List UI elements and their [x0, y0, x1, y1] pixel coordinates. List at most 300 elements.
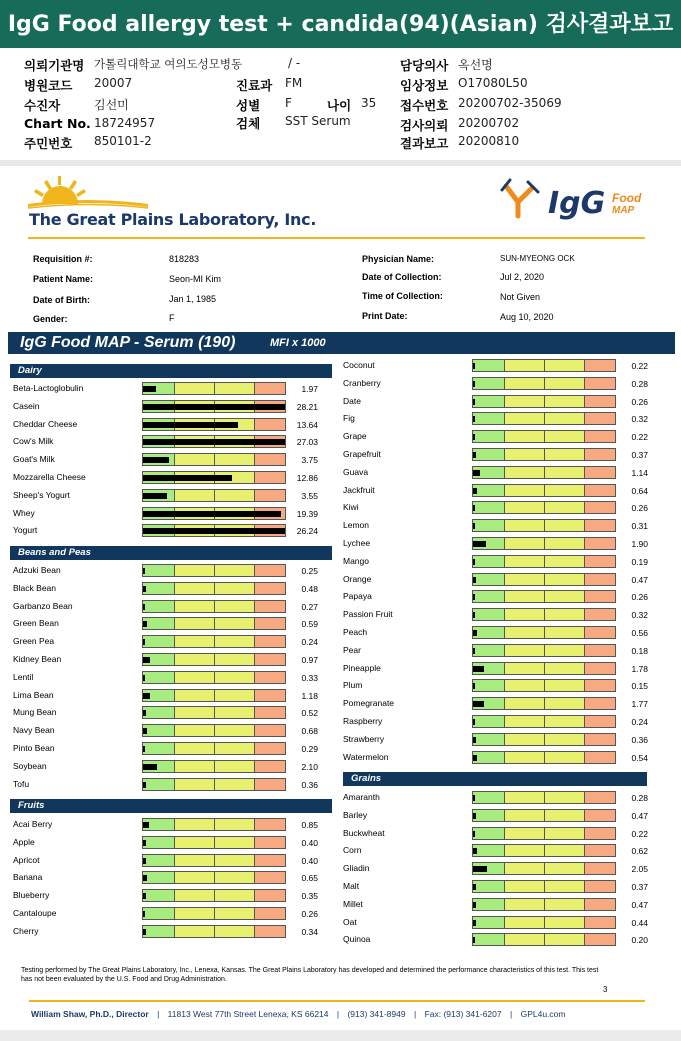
food-value: 0.37	[631, 882, 648, 892]
level-bar	[473, 683, 475, 689]
food-name: Corn	[343, 845, 362, 856]
food-value: 0.22	[631, 361, 648, 371]
food-value: 0.31	[631, 521, 648, 532]
result-row	[0, 880, 681, 894]
gauge-divider	[584, 378, 585, 389]
gauge-divider	[544, 828, 545, 839]
food-name: Banana	[13, 872, 43, 883]
institution-extra: / -	[288, 56, 301, 70]
food-value: 0.22	[631, 828, 648, 839]
food-value: 1.78	[631, 663, 648, 674]
level-bar	[473, 648, 475, 654]
level-gauge	[472, 501, 616, 514]
time-label: Time of Collection:	[362, 291, 443, 301]
food-name: Raspberry	[343, 716, 383, 726]
gauge-divider	[504, 716, 505, 727]
gauge-divider	[544, 556, 545, 567]
level-gauge	[472, 412, 616, 425]
igg-brand: IgG	[548, 186, 606, 221]
gauge-divider	[504, 734, 505, 745]
gender-value: F	[169, 313, 175, 323]
level-gauge	[142, 778, 286, 791]
page-number: 3	[603, 985, 608, 994]
food-value: 0.40	[301, 837, 318, 848]
dept-value: FM	[285, 76, 303, 90]
level-gauge	[472, 809, 616, 822]
gauge-divider	[544, 413, 545, 424]
gauge-divider	[584, 645, 585, 656]
level-bar	[473, 884, 476, 890]
food-name: Grape	[343, 431, 367, 442]
food-value: 1.18	[301, 690, 318, 701]
food-name: Coconut	[343, 360, 375, 370]
food-name: Mango	[343, 555, 369, 566]
gauge-divider	[584, 881, 585, 892]
food-name: Strawberry	[343, 733, 385, 744]
level-gauge	[472, 466, 616, 479]
food-value: 26.24	[296, 526, 318, 537]
food-value: 0.64	[631, 485, 648, 496]
food-name: Gliadin	[343, 863, 370, 874]
result-row	[0, 679, 681, 693]
level-gauge	[472, 626, 616, 639]
sex-label: 성별	[236, 98, 261, 113]
food-value: 0.35	[301, 891, 318, 902]
food-value: 0.24	[301, 637, 318, 648]
time-value: Not Given	[500, 292, 541, 302]
gauge-divider	[174, 779, 175, 790]
level-gauge	[472, 715, 616, 728]
disclaimer: Testing performed by The Great Plains Laboratory, Inc., Lenexa, Kansas. The Great Plains Laboratory has developed and determined the performance characteristics of this test. This test has not been evaluated by the U.S. Food and Drug Administration.	[21, 967, 599, 983]
food-value: 0.47	[631, 810, 648, 821]
report-date-label: 결과보고	[400, 136, 449, 151]
lab-name: The Great Plains Laboratory, Inc.	[29, 210, 317, 229]
level-bar	[473, 920, 476, 926]
food-value: 0.37	[631, 450, 648, 460]
level-bar	[473, 523, 475, 529]
food-name: Navy Bean	[13, 725, 55, 736]
chart-label: Chart No.	[24, 116, 91, 131]
gauge-divider	[504, 591, 505, 602]
level-bar	[143, 782, 146, 788]
level-bar	[473, 381, 475, 387]
gauge-divider	[584, 716, 585, 727]
institution-label: 의뢰기관명	[24, 58, 85, 73]
food-name: Lemon	[343, 520, 369, 531]
food-name: Goat's Milk	[13, 454, 55, 465]
level-gauge	[472, 430, 616, 443]
food-name: Passion Fruit	[343, 609, 393, 620]
gauge-divider	[584, 609, 585, 620]
page-bottom	[0, 1030, 681, 1041]
food-name: Amaranth	[343, 792, 380, 802]
result-row	[0, 844, 681, 858]
result-row	[0, 466, 681, 480]
food-value: 1.14	[631, 467, 648, 478]
food-name: Sheep's Yogurt	[13, 489, 70, 500]
level-bar	[473, 594, 475, 600]
patient-name-label: Patient Name:	[33, 274, 94, 284]
gauge-divider	[544, 449, 545, 460]
gauge-divider	[584, 627, 585, 638]
level-gauge	[472, 644, 616, 657]
result-row	[0, 662, 681, 676]
sex-value: F	[285, 96, 292, 110]
food-name: Tofu	[13, 778, 30, 789]
gauge-divider	[584, 431, 585, 442]
food-value: 0.19	[631, 556, 648, 567]
food-value: 0.29	[301, 744, 318, 754]
gauge-divider	[584, 698, 585, 709]
food-name: Pomegranate	[343, 698, 395, 709]
gauge-divider	[584, 663, 585, 674]
level-bar	[473, 363, 475, 369]
gauge-divider	[584, 485, 585, 496]
food-value: 27.03	[296, 437, 318, 448]
result-row	[0, 519, 681, 536]
food-name: Cranberry	[343, 377, 381, 388]
food-value: 1.97	[301, 384, 318, 394]
food-value: 13.64	[296, 419, 318, 430]
food-name: Beta-Lactoglobulin	[13, 383, 84, 393]
hospital-code-value: 20007	[94, 76, 133, 90]
food-name: Kiwi	[343, 502, 359, 513]
specimen-value: SST Serum	[285, 114, 351, 128]
level-gauge	[472, 359, 616, 372]
age-label: 나이	[327, 98, 352, 113]
gauge-divider	[504, 467, 505, 478]
gauge-divider	[504, 899, 505, 910]
gauge-divider	[504, 934, 505, 945]
food-value: 0.68	[301, 726, 318, 737]
level-bar	[473, 612, 475, 618]
gauge-divider	[544, 863, 545, 874]
level-bar	[473, 902, 476, 908]
food-value: 0.97	[301, 655, 318, 665]
level-bar	[473, 434, 475, 440]
gauge-divider	[584, 574, 585, 585]
gauge-divider	[544, 734, 545, 745]
gauge-divider	[544, 934, 545, 945]
gauge-divider	[504, 609, 505, 620]
level-gauge	[472, 933, 616, 946]
report-title: IgG Food allergy test + candida(94)(Asian) 검사결과보고서	[0, 0, 681, 48]
food-value: 0.65	[301, 873, 318, 884]
result-row	[0, 395, 681, 409]
food-name: Casein	[13, 400, 40, 411]
section-divider	[0, 160, 681, 166]
gauge-divider	[544, 716, 545, 727]
food-value: 0.28	[631, 378, 648, 389]
food-value: 0.47	[631, 574, 648, 585]
result-row	[0, 501, 681, 515]
level-gauge	[472, 395, 616, 408]
gauge-divider	[584, 680, 585, 691]
result-row	[0, 359, 681, 373]
gauge-divider	[584, 917, 585, 928]
result-row	[0, 484, 681, 498]
food-value: 0.27	[301, 601, 318, 612]
food-name: Guava	[343, 466, 369, 477]
footer-rule	[29, 1000, 645, 1002]
footer-web[interactable]: GPL4u.com	[520, 1009, 566, 1019]
food-value: 0.48	[301, 583, 318, 594]
gauge-divider	[504, 485, 505, 496]
food-name: Apricot	[13, 854, 40, 865]
gauge-divider	[584, 591, 585, 602]
patient-kr-label: 수진자	[24, 98, 61, 113]
food-value: 0.36	[301, 779, 318, 790]
food-value: 28.21	[296, 401, 318, 412]
level-bar	[473, 452, 476, 458]
category-header: Dairy	[10, 364, 332, 378]
level-bar	[473, 505, 475, 511]
food-name: Mung Bean	[13, 707, 57, 718]
result-row	[0, 862, 681, 876]
level-bar	[473, 719, 475, 725]
collection-label: Date of Collection:	[362, 272, 442, 282]
level-bar	[473, 577, 476, 583]
food-name: Adzuki Bean	[13, 565, 61, 575]
panel-header	[8, 332, 675, 354]
physician-label: Physician Name:	[362, 254, 435, 264]
footer-line: William Shaw, Ph.D., Director | 11813 West 77th Street Lenexa, KS 66214 | (913) 341-8949 | Fax: (913) 341-6207 | GPL4u.com	[31, 1009, 566, 1019]
food-name: Mozzarella Cheese	[13, 472, 86, 482]
receipt-value: 20200702-35069	[458, 96, 562, 110]
level-bar	[473, 541, 486, 547]
result-row	[0, 448, 681, 465]
level-bar	[143, 764, 157, 770]
gauge-divider	[544, 845, 545, 856]
rrn-value: 850101-2	[94, 134, 152, 148]
food-name: Watermelon	[343, 751, 389, 762]
food-value: 0.25	[301, 566, 318, 576]
gauge-divider	[504, 680, 505, 691]
gauge-divider	[544, 396, 545, 407]
result-row	[0, 537, 681, 551]
dob-value: Jan 1, 1985	[169, 294, 217, 304]
level-bar	[473, 399, 475, 405]
gauge-divider	[544, 810, 545, 821]
gauge-divider	[584, 752, 585, 763]
gauge-divider	[504, 863, 505, 874]
level-bar	[473, 470, 480, 476]
age-value: 35	[361, 96, 377, 110]
food-name: Quinoa	[343, 934, 371, 945]
result-row	[0, 809, 681, 823]
food-name: Yogurt	[13, 525, 38, 536]
gauge-divider	[504, 881, 505, 892]
level-gauge	[472, 880, 616, 893]
food-name: Peach	[343, 627, 368, 637]
gauge-divider	[544, 899, 545, 910]
food-value: 0.20	[631, 935, 648, 946]
result-row	[0, 644, 681, 658]
receipt-label: 접수번호	[400, 98, 449, 113]
food-value: 0.15	[631, 681, 648, 692]
patient-name-value: Seon-MI Kim	[169, 274, 222, 284]
result-row	[0, 733, 681, 747]
gauge-divider	[544, 431, 545, 442]
food-value: 0.26	[631, 503, 648, 514]
result-row	[0, 377, 681, 391]
level-gauge	[472, 751, 616, 764]
level-gauge	[472, 484, 616, 497]
dept-label: 진료과	[236, 78, 273, 93]
food-value: 0.28	[631, 793, 648, 803]
igg-brand-map: MAP	[612, 205, 635, 216]
gauge-divider	[584, 502, 585, 513]
igg-brand-food: Food	[612, 191, 642, 205]
gauge-divider	[504, 645, 505, 656]
food-value: 0.54	[631, 752, 648, 763]
level-bar	[473, 559, 475, 565]
gauge-divider	[504, 792, 505, 803]
food-name: Cow's Milk	[13, 436, 54, 447]
food-name: Pear	[343, 644, 361, 655]
gauge-divider	[504, 828, 505, 839]
level-gauge	[472, 448, 616, 461]
food-name: Pineapple	[343, 662, 381, 673]
level-gauge	[472, 377, 616, 390]
chart-value: 18724957	[94, 116, 156, 130]
food-value: 0.85	[301, 820, 318, 830]
gauge-divider	[504, 917, 505, 928]
gauge-divider	[544, 574, 545, 585]
gauge-divider	[504, 360, 505, 371]
food-name: Lentil	[13, 671, 34, 682]
gauge-divider	[544, 792, 545, 803]
request-label: 검사의뢰	[400, 118, 449, 133]
result-row	[0, 916, 681, 930]
gauge-divider	[544, 485, 545, 496]
level-bar	[473, 737, 476, 743]
gauge-divider	[544, 502, 545, 513]
gauge-divider	[504, 752, 505, 763]
gauge-divider	[504, 431, 505, 442]
level-gauge	[472, 791, 616, 804]
gauge-divider	[544, 680, 545, 691]
rrn-label: 주민번호	[24, 136, 73, 151]
food-value: 0.18	[631, 645, 648, 656]
footer-address: 11813 West 77th Street Lenexa, KS 66214	[167, 1009, 329, 1019]
level-gauge	[472, 537, 616, 550]
result-row	[0, 608, 681, 622]
gender-label: Gender:	[33, 314, 68, 324]
food-name: Lychee	[343, 538, 371, 548]
clinical-label: 임상정보	[400, 78, 449, 93]
gauge-divider	[544, 663, 545, 674]
panel-unit: MFI x 1000	[270, 337, 326, 349]
food-value: 2.05	[631, 864, 648, 875]
food-value: 0.22	[631, 432, 648, 443]
result-row	[0, 555, 681, 569]
result-row	[0, 590, 681, 604]
gauge-divider	[584, 934, 585, 945]
result-row	[0, 933, 681, 947]
level-gauge	[472, 608, 616, 621]
footer-phone: (913) 341-8949	[347, 1009, 406, 1019]
result-row	[0, 898, 681, 912]
doctor-label: 담당의사	[400, 58, 449, 73]
gauge-divider	[544, 360, 545, 371]
result-row	[0, 791, 681, 805]
food-name: Date	[343, 395, 361, 406]
gauge-divider	[544, 609, 545, 620]
food-value: 0.56	[631, 628, 648, 638]
gauge-divider	[504, 845, 505, 856]
gauge-divider	[544, 645, 545, 656]
food-value: 0.26	[301, 909, 318, 919]
food-value: 0.26	[631, 396, 648, 407]
food-name: Kidney Bean	[13, 654, 62, 664]
category-header: Fruits	[10, 799, 332, 813]
header-rule	[28, 237, 645, 239]
gauge-divider	[544, 698, 545, 709]
level-gauge	[472, 916, 616, 929]
gauge-divider	[504, 502, 505, 513]
collection-value: Jul 2, 2020	[500, 272, 545, 282]
gauge-divider	[504, 413, 505, 424]
level-bar	[473, 848, 477, 854]
food-name: Malt	[343, 881, 360, 891]
food-value: 0.44	[631, 917, 648, 928]
level-gauge	[472, 862, 616, 875]
gauge-divider	[544, 520, 545, 531]
result-row	[0, 430, 681, 447]
level-bar	[473, 416, 475, 422]
result-row	[0, 751, 681, 765]
gauge-divider	[584, 828, 585, 839]
gauge-divider	[584, 413, 585, 424]
level-bar	[473, 795, 475, 801]
gauge-divider	[544, 752, 545, 763]
level-bar	[473, 701, 484, 707]
korean-info-block	[0, 50, 681, 162]
gauge-divider	[504, 449, 505, 460]
food-value: 0.40	[301, 855, 318, 866]
gauge-divider	[584, 396, 585, 407]
gauge-divider	[584, 845, 585, 856]
level-bar	[473, 488, 477, 494]
food-value: 0.62	[631, 846, 648, 857]
food-name: Fig	[343, 413, 355, 424]
food-name: Lima Bean	[13, 689, 54, 700]
level-gauge	[472, 590, 616, 603]
footer-fax: Fax: (913) 341-6207	[424, 1009, 502, 1019]
gauge-divider	[504, 663, 505, 674]
clinical-value: O17080L50	[458, 76, 528, 90]
patient-kr-value: 김선미	[94, 98, 129, 112]
level-gauge	[472, 555, 616, 568]
gauge-divider	[504, 396, 505, 407]
level-bar	[473, 937, 475, 943]
dob-label: Date of Birth:	[33, 295, 90, 305]
gauge-divider	[584, 449, 585, 460]
level-bar	[473, 755, 477, 761]
footer-director: William Shaw, Ph.D., Director	[31, 1009, 149, 1019]
level-gauge	[472, 573, 616, 586]
result-row	[0, 412, 681, 426]
gauge-divider	[504, 520, 505, 531]
gauge-divider	[544, 591, 545, 602]
food-value: 0.34	[301, 926, 318, 937]
gauge-divider	[584, 538, 585, 549]
food-value: 3.55	[301, 490, 318, 501]
requisition-label: Requisition #:	[33, 254, 93, 264]
food-name: Orange	[343, 573, 372, 584]
food-value: 0.32	[631, 610, 648, 621]
